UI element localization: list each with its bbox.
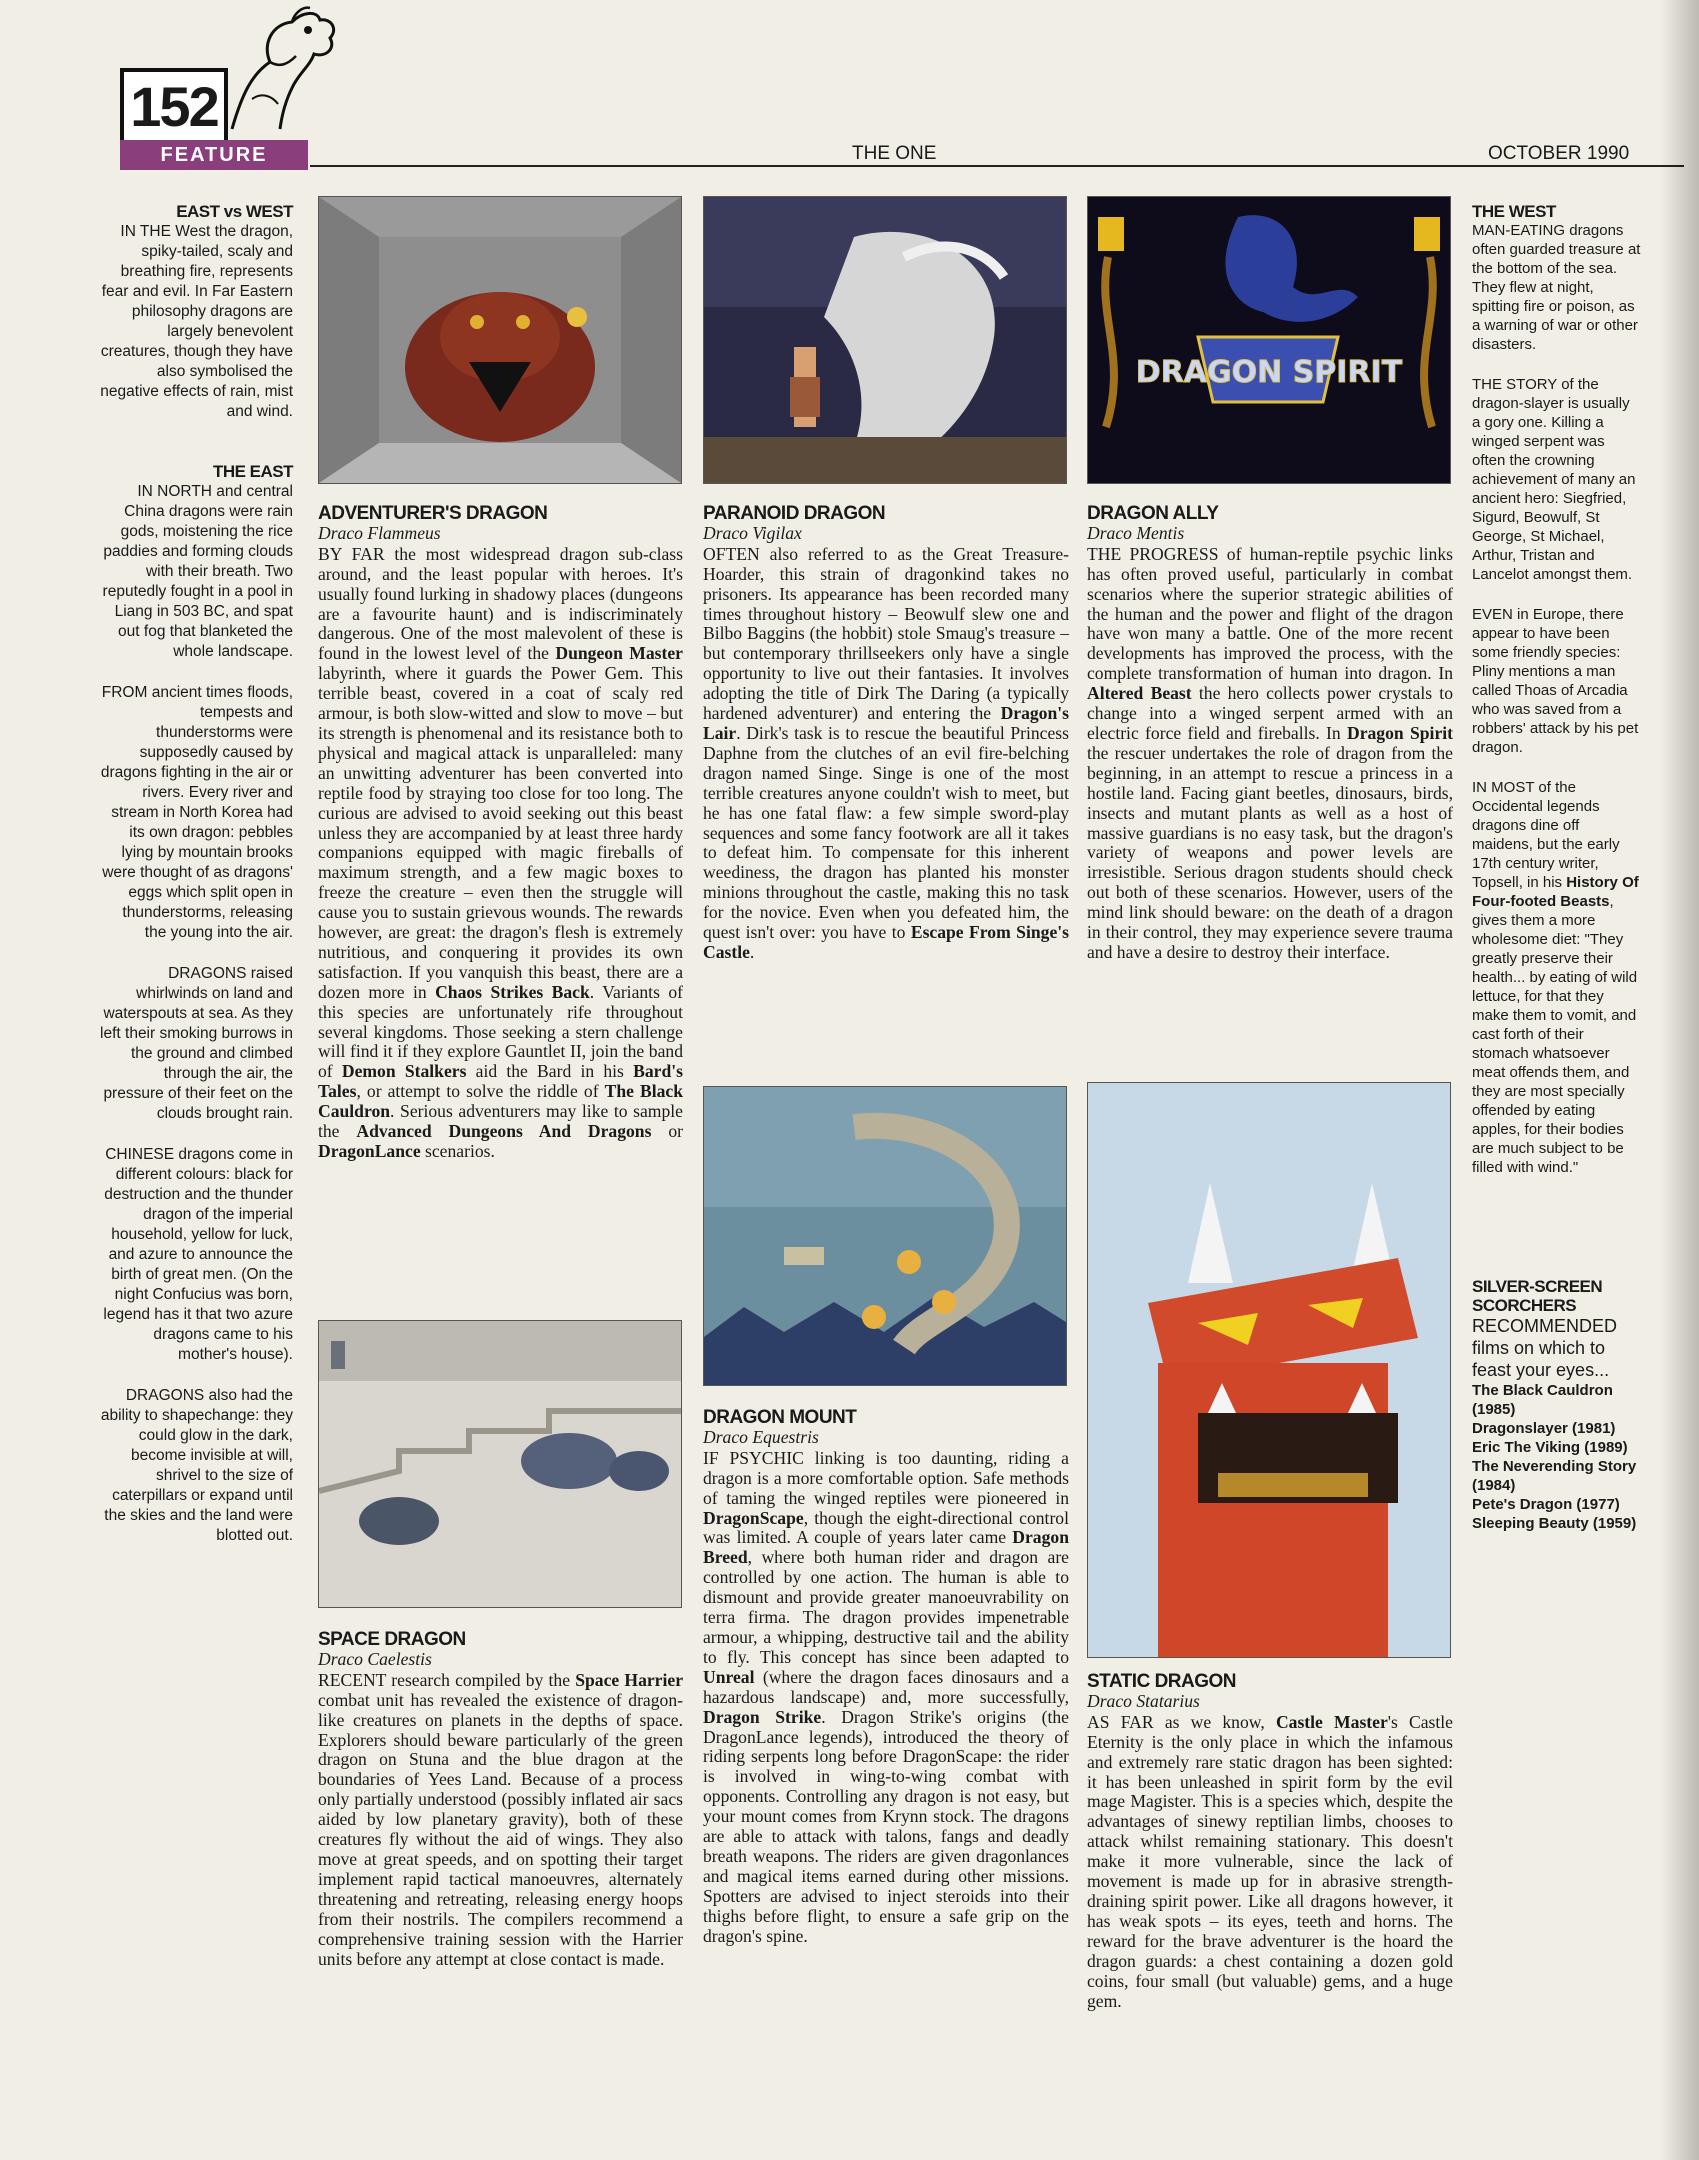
- latin-name: Draco Caelestis: [318, 1648, 432, 1669]
- page-number: 152: [120, 68, 228, 148]
- sidebar-heading: THE EAST: [212, 462, 293, 481]
- latin-name: Draco Mentis: [1087, 522, 1185, 543]
- left-sidebar: [100, 202, 293, 1567]
- film-item: Eric The Viking (1989): [1472, 1439, 1628, 1456]
- screenshot-space-dragon: [318, 1320, 682, 1608]
- sidebar-paragraph: DRAGONS also had the ability to shapechange: they could glow in the dark, become invisible at will, shrivel to the size of caterpillars or expand until the skies and the land were blotted out.: [100, 1387, 293, 1544]
- article-title: PARANOID DRAGON: [703, 503, 886, 524]
- article-adventurers-dragon: [318, 504, 683, 1162]
- screenshot-dragon-spirit: [1087, 196, 1451, 484]
- film-item: Sleeping Beauty (1959): [1472, 1515, 1637, 1532]
- sidebar-heading: THE WEST: [1472, 202, 1556, 221]
- header-rule: [310, 165, 1684, 167]
- sidebar-paragraph: MAN-EATING dragons often guarded treasure at the bottom of the sea. They flew at night, spitting fire or poison, as a warning of war or other disasters.: [1472, 222, 1641, 353]
- issue-date: OCTOBER 1990: [1488, 143, 1630, 164]
- article-body: AS FAR as we know, Castle Master's Castle Eternity is the only place in which the infamous and extremely rare static dragon has been sighted: it has been unleashed in spirit form by the evil mage Magister. This is a species which, despite the advantages of sinewy reptilian limbs, chooses to attack whilst remaining stationary. This doesn't make it more vulnerable, since the lack of movement is made up for in abrasive strength-draining spirit power. Like all dragons however, it has weak spots – its eyes, teeth and horns. The reward for the brave adventurer is the hoard the dragon guards: a chest containing a dozen gold coins, four small (but valuable) gems, and a huge gem.: [1087, 1711, 1453, 2011]
- sidebar-paragraph: IN THE West the dragon, spiky-tailed, scaly and breathing fire, represents fear and evil. In Far Eastern philosophy dragons are largely benevolent creatures, though they have also symbolised the negative effects of rain, mist and wind.: [100, 223, 293, 420]
- sidebar-paragraph: DRAGONS raised whirlwinds on land and waterspouts at sea. As they left their smoking burrows in the ground and climbed through the air, the pressure of their feet on the clouds brought rain.: [100, 965, 293, 1122]
- magazine-name: THE ONE: [852, 143, 937, 164]
- dragon-head-icon: [222, 4, 342, 134]
- films-intro: RECOMMENDED films on which to feast your eyes...: [1472, 1316, 1618, 1380]
- latin-name: Draco Equestris: [703, 1426, 819, 1447]
- sidebar-heading: EAST vs WEST: [176, 202, 293, 221]
- article-dragon-mount: [703, 1408, 1069, 1946]
- article-body: IF PSYCHIC linking is too daunting, riding a dragon is a more comfortable option. Safe methods of taming the winged reptiles were pioneered in DragonScape, though the eight-directional control was limited. A couple of years later came Dragon Breed, where both human rider and dragon are controlled by one action. The human is able to dismount and provide greater manoeuvrability on terra firma. The dragon provides impenetrable armour, a whipping, destructive tail and the ability to fly. This concept has since been adapted to Unreal (where the dragon faces dinosaurs and a hazardous landscape) and, more successfully, Dragon Strike. Dragon Strike's origins (the DragonLance legends), introduced the theory of riding serpents long before DragonScape: the rider is involved in wing-to-wing combat with opponents. Controlling any dragon is not easy, but your mount comes from Krynn stock. The dragons are able to attack with talons, fangs and deadly breath weapons. The riders are given dragonlances and magical items earned during other missions. Spotters are advised to inject steroids into their thighs before flight, to ensure a safe grip on the dragon's spine.: [703, 1447, 1069, 1946]
- right-sidebar: [1472, 202, 1642, 1533]
- screenshot-adventurers-dragon: [318, 196, 682, 484]
- sidebar-heading: SILVER-SCREEN SCORCHERS: [1472, 1277, 1603, 1315]
- article-body: BY FAR the most widespread dragon sub-class around, and the least popular with heroes. It's usually found lurking in shadowy places (dungeons are a favourite haunt) and is indiscriminately dangerous. One of the most malevolent of these is found in the lowest level of the Dungeon Master labyrinth, where it guards the Power Gem. This terrible beast, covered in a coat of scaly red armour, is both slow-witted and slow to move – but its strength is phenomenal and its resistance both to physical and magical attack is unparalleled: many an unwitting adventurer has been converted into reptile food by straying too close for too long. The curious are advised to avoid seeking out this beast unless they are accompanied by at least three hardy companions equipped with magic fireballs of maximum strength, and a few magic boxes to freeze the creature – even then the struggle will cause you to sustain grievous wounds. The rewards however, are great: the dragon's flesh is extremely nutritious, and conquering it provides its own satisfaction. If you vanquish this beast, there are a dozen more in Chaos Strikes Back. Variants of this species are unfortunately rife throughout several kingdoms. Those seeking a stern challenge will find it if they explore Gauntlet II, join the band of Demon Stalkers aid the Bard in his Bard's Tales, or attempt to solve the riddle of The Black Cauldron. Serious adventurers may like to sample the Advanced Dungeons And Dragons or DragonLance scenarios.: [318, 543, 683, 1161]
- screenshot-static-dragon: [1087, 1082, 1451, 1658]
- header-dragon-logo: [222, 4, 342, 134]
- screenshot-paranoid-dragon: [703, 196, 1067, 484]
- sidebar-paragraph: CHINESE dragons come in different colours: black for destruction and the thunder dragon of the imperial household, yellow for luck, and azure to announce the birth of great men. (On the night Confucius was born, legend has it that two azure dragons came to his mother's house).: [103, 1146, 293, 1363]
- sidebar-paragraph: FROM ancient times floods, tempests and thunderstorms were supposedly caused by dragons fighting in the air or rivers. Every river and stream in North Korea had its own dragon: pebbles lying by mountain brooks were thought of as dragons' eggs which split open in thunderstorms, releasing the young into the air.: [100, 684, 293, 941]
- article-title: DRAGON ALLY: [1087, 503, 1219, 524]
- article-title: STATIC DRAGON: [1087, 1671, 1237, 1692]
- section-tag: FEATURE: [120, 140, 308, 170]
- article-title: SPACE DRAGON: [318, 1629, 466, 1650]
- sidebar-paragraph: THE STORY of the dragon-slayer is usually a gory one. Killing a winged serpent was often the crowning achievement of many an ancient hero: Siegfried, Sigurd, Beowulf, St George, St Michael, Arthur, Tristan and Lancelot amongst them.: [1472, 376, 1636, 583]
- sidebar-paragraph: IN MOST of the Occidental legends dragons dine off maidens, but the early 17th century writer, Topsell, in his History Of Four-footed Beasts, gives them a more wholesome diet: "They greatly preserve their health... by eating of wild lettuce, for that they make them to vomit, and cast forth of their stomach whatsoever meat offends them, and they are most specially offended by eating apples, for their bodies are much subject to be filled with wind.": [1472, 779, 1639, 1176]
- article-title: DRAGON MOUNT: [703, 1407, 857, 1428]
- screenshot-dragon-mount: [703, 1086, 1067, 1386]
- latin-name: Draco Flammeus: [318, 522, 441, 543]
- latin-name: Draco Vigilax: [703, 522, 802, 543]
- article-static-dragon: [1087, 1672, 1453, 2011]
- dragon-spirit-logo: DRAGON SPIRIT: [1135, 355, 1403, 390]
- article-body: THE PROGRESS of human-reptile psychic links has often proved useful, particularly in combat scenarios where the superior strategic abilities of the human and the power and flight of the dragon have won many a battle. One of the more recent developments has improved the process, with the complete transformation of human into dragon. In Altered Beast the hero collects power crystals to change into a winged serpent armed with an electric force field and fireballs. In Dragon Spirit the rescuer undertakes the role of dragon from the beginning, in an attempt to rescue a princess in a hostile land. Facing giant beetles, dinosaurs, birds, insects and mutant plants as well as a host of massive guardians is no easy task, but the dragon's variety of weapons and power levels are irresistible. Serious dragon students should check out both of these scenarios. However, users of the mind link should beware: on the death of a dragon in their control, they may experience severe trauma and have a desire to destroy their interface.: [1087, 543, 1453, 962]
- sidebar-paragraph: IN NORTH and central China dragons were rain gods, moistening the rice paddies and forming clouds with their breath. Two reputedly fought in a pool in Liang in 503 BC, and spat out fog that blanketed the whole landscape.: [102, 483, 293, 660]
- film-item: The Black Cauldron (1985): [1472, 1382, 1613, 1418]
- article-space-dragon: [318, 1630, 683, 1969]
- article-body: RECENT research compiled by the Space Harrier combat unit has revealed the existence of dragon-like creatures on planets in the depths of space. Explorers should beware particularly of the green dragon on Stuna and the blue dragon at the boundaries of Yees Land. Because of a process only partially understood (possibly inflated air sacs aided by low planetary gravity), both of these creatures fly without the aid of wings. They also move at great speeds, and on spotting their target implement rapid tactical manoeuvres, alternately threatening and retreating, releasing energy hoops from their nostrils. The compilers recommend a comprehensive training session with the Harrier units before any attempt at close contact is made.: [318, 1669, 683, 1969]
- film-list: [1472, 1381, 1642, 1533]
- film-item: Dragonslayer (1981): [1472, 1420, 1616, 1437]
- film-item: Pete's Dragon (1977): [1472, 1496, 1620, 1513]
- article-title: ADVENTURER'S DRAGON: [318, 503, 548, 524]
- page-edge-shadow: [1660, 0, 1699, 2160]
- sidebar-paragraph: EVEN in Europe, there appear to have been some friendly species: Pliny mentions a man called Thoas of Arcadia who was saved from a robbers' attack by his pet dragon.: [1472, 606, 1639, 756]
- article-paranoid-dragon: [703, 504, 1069, 963]
- latin-name: Draco Statarius: [1087, 1690, 1200, 1711]
- article-dragon-ally: [1087, 504, 1453, 963]
- article-body: OFTEN also referred to as the Great Treasure-Hoarder, this strain of dragonkind takes no prisoners. Its appearance has been recorded many times throughout history – Beowulf slew one and Bilbo Baggins (the hobbit) stole Smaug's treasure – but contemporary thrillseekers only have a single opportunity to live out their fantasies. It involves adopting the title of Dirk The Daring (a typically hardened adventurer) and entering the Dragon's Lair. Dirk's task is to rescue the beautiful Princess Daphne from the clutches of an evil fire-belching dragon named Singe. Singe is one of the most terrible creatures anyone couldn't wish to meet, but he has one fatal flaw: a few simple sword-play sequences and some fancy footwork are all it takes to defeat him. To compensate for this inherent weediness, the dragon has planted his monster minions throughout the castle, making this no task for the novice. Even when you defeated him, the quest isn't over: you have to Escape From Singe's Castle.: [703, 543, 1069, 962]
- film-item: The Neverending Story (1984): [1472, 1458, 1637, 1494]
